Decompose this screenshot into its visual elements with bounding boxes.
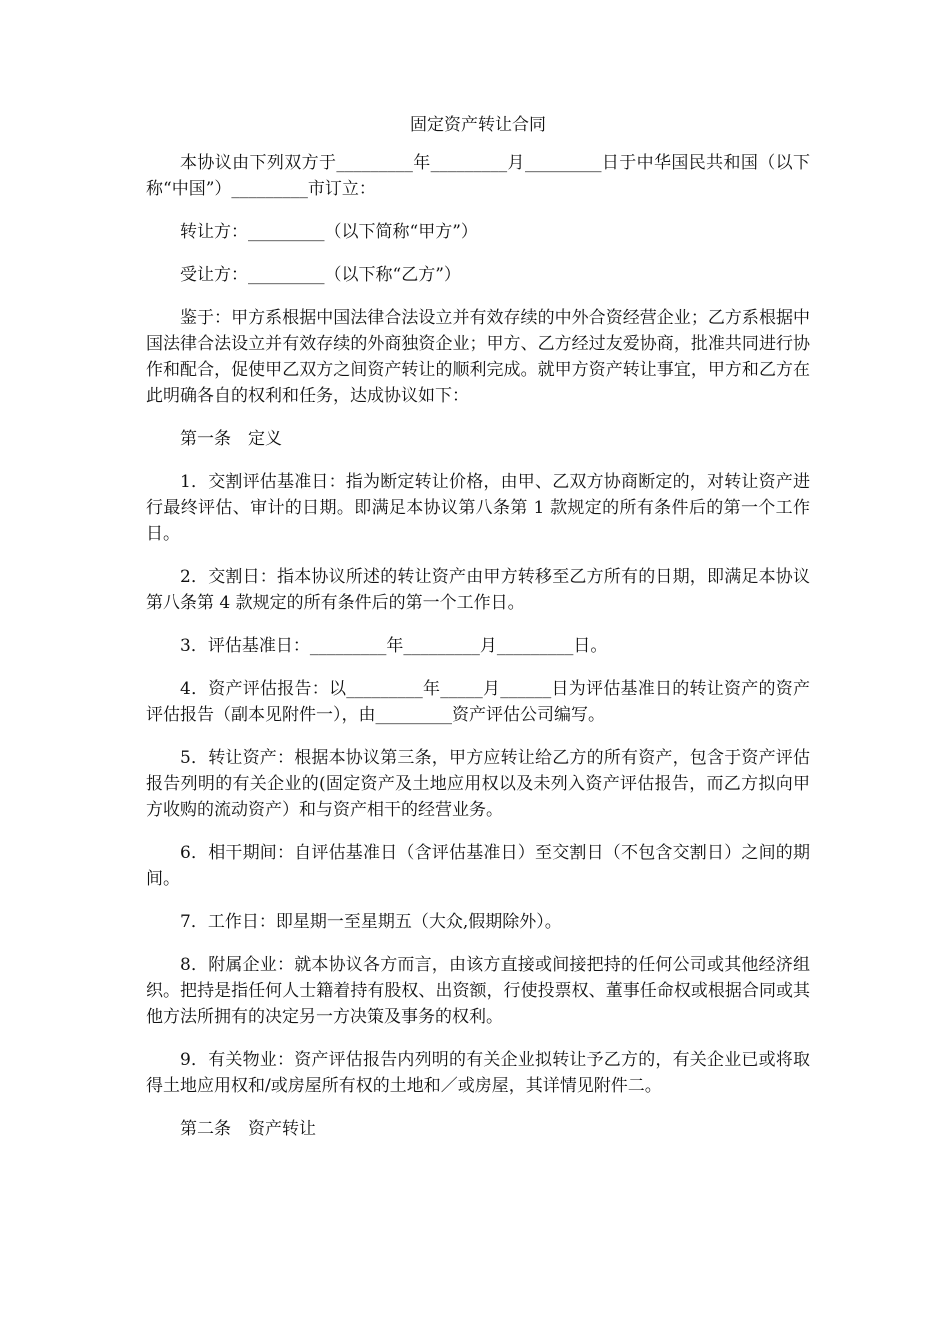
preamble-paragraph: 本协议由下列双方于_________年_________月_________日于中华国民共和国（以下称“中国”）_________市订立： [146,153,810,199]
definition-9: 9．有关物业：资产评估报告内列明的有关企业拟转让予乙方的，有关企业已或将取得土地应用权和/或房屋所有权的土地和／或房屋，其详情见附件二。 [146,1050,810,1096]
definition-5: 5．转让资产：根据本协议第三条，甲方应转让给乙方的所有资产，包含于资产评估报告列明的有关企业的(固定资产及土地应用权以及未列入资产评估报告，而乙方拟向甲方收购的流动资产）和与资产相干的经营业务。 [146,748,810,820]
definition-7: 7．工作日：即星期一至星期五（大众,假期除外）。 [180,912,562,932]
transferee-line: 受让方：_________（以下称“乙方”） [180,265,461,285]
article-1-heading: 第一条 定义 [180,429,282,449]
definition-8: 8．附属企业：就本协议各方而言，由该方直接或间接把持的任何公司或其他经济组织。把持是指任何人士籍着持有股权、出资额，行使投票权、董事任命权或根据合同或其他方法所拥有的决定另一方决策及事务的权利。 [146,955,810,1027]
definition-1: 1．交割评估基准日：指为断定转让价格，由甲、乙双方协商断定的，对转让资产进行最终评估、审计的日期。即满足本协议第八条第 1 款规定的所有条件后的第一个工作日。 [146,472,810,544]
article-2-heading: 第二条 资产转让 [180,1119,316,1139]
definition-2: 2．交割日：指本协议所述的转让资产由甲方转移至乙方所有的日期，即满足本协议第八条第 4 款规定的所有条件后的第一个工作日。 [146,567,810,613]
document-page [146,112,810,1159]
definition-4: 4．资产评估报告：以_________年_____月______日为评估基准日的转让资产的资产评估报告（副本见附件一），由_________资产评估公司编写。 [146,679,810,725]
definition-6: 6．相干期间：自评估基准日（含评估基准日）至交割日（不包含交割日）之间的期间。 [146,843,810,889]
definition-3: 3．评估基准日：_________年_________月_________日。 [180,636,608,656]
document-title: 固定资产转让合同 [410,115,546,135]
transferor-line: 转让方：_________（以下简称“甲方”） [180,222,478,242]
recitals-paragraph: 鉴于：甲方系根据中国法律合法设立并有效存续的中外合资经营企业；乙方系根据中国法律合法设立并有效存续的外商独资企业；甲方、乙方经过友爱协商，批准共同进行协作和配合，促使甲乙双方之间资产转让的顺利完成。就甲方资产转让事宜，甲方和乙方在此明确各自的权利和任务，达成协议如下： [146,308,810,406]
